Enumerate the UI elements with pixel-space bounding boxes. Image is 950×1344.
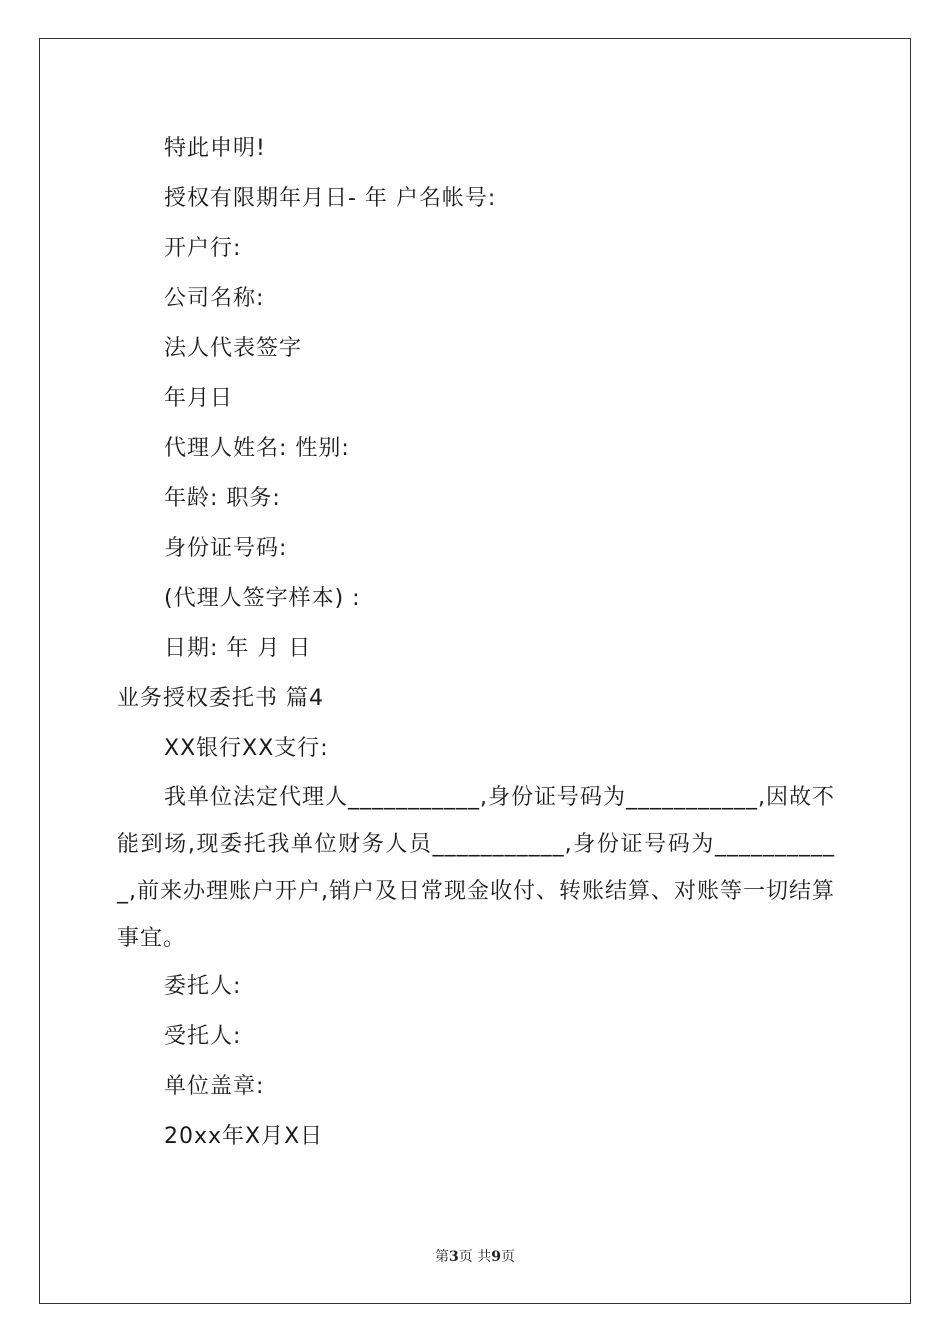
footer-middle: 页 共 — [458, 1249, 492, 1265]
bank-branch-line: 开户行: — [164, 236, 242, 261]
issue-date-line: 20xx年X月X日 — [164, 1124, 324, 1149]
age-position-line: 年龄: 职务: — [164, 486, 281, 511]
agent-signature-sample-line: (代理人签字样本) : — [164, 586, 361, 611]
trustee-line: 受托人: — [164, 1024, 242, 1049]
bank-address-line: XX银行XX支行: — [164, 736, 329, 761]
declaration-line: 特此申明! — [164, 136, 266, 161]
authorization-paragraph: 我单位法定代理人___________,身份证号码为___________,因故不能到场,现委托我单位财务人员___________,身份证号码为___________,前来办理账户开户,销户及日常现金收付、转账结算、对账等一切结算事宜。 — [117, 785, 835, 951]
page-footer — [0, 1246, 950, 1266]
total-page-count: 9 — [491, 1249, 501, 1265]
authorization-period-line: 授权有限期年月日- 年 户名帐号: — [164, 186, 497, 211]
date-line: 年月日 — [164, 386, 234, 411]
footer-suffix: 页 — [500, 1249, 515, 1265]
id-number-line: 身份证号码: — [164, 536, 288, 561]
principal-line: 委托人: — [164, 974, 242, 999]
legal-rep-signature-line: 法人代表签字 — [164, 336, 303, 361]
section-heading: 业务授权委托书 篇4 — [117, 686, 324, 711]
agent-name-gender-line: 代理人姓名: 性别: — [164, 436, 350, 461]
unit-seal-line: 单位盖章: — [164, 1074, 265, 1099]
document-body — [117, 124, 835, 1162]
footer-prefix: 第 — [435, 1249, 450, 1265]
company-name-line: 公司名称: — [164, 286, 265, 311]
current-page-number: 3 — [449, 1249, 459, 1265]
signing-date-line: 日期: 年 月 日 — [164, 636, 312, 661]
